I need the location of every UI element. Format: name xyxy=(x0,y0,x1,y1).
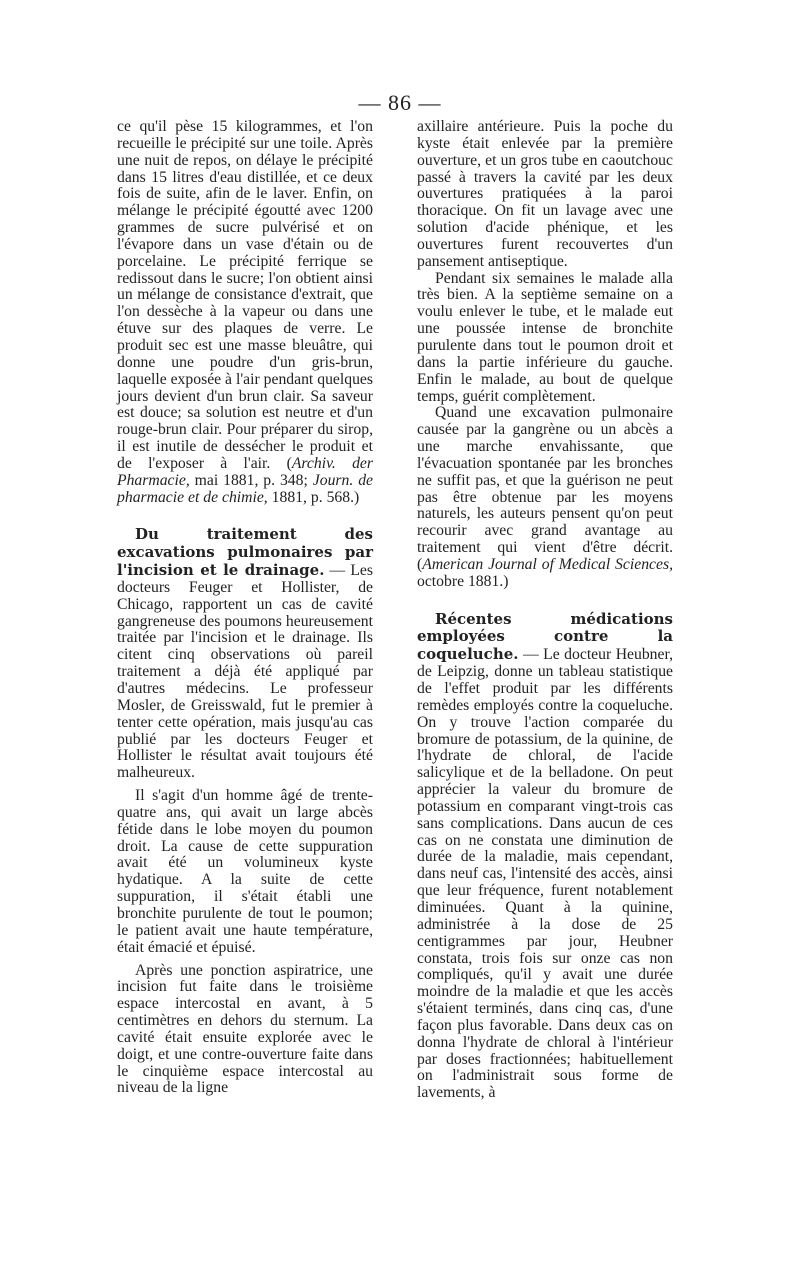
section-heading-excavations: Du traitement des excavations pulmonaires par l'incision et le drainage. xyxy=(117,525,373,580)
paragraph-continuation: axillaire antérieure. Puis la poche du kyste était enlevée par la première ouverture, et un gros tube en caoutchouc passé à travers la cavité par les deux ouvertures pratiquées à la paroi thoracique. On fit un lavage avec une solution d'acide phénique, et les ouvertures furent recouvertes d'un pansement antiseptique. xyxy=(417,118,673,270)
left-column xyxy=(117,119,373,1097)
paragraph-text: Quand une excavation pulmonaire causée par la gangrène ou un abcès a une marche envahissante, que l'évacuation spontanée par les bronches ne suffit pas, et que la guérison ne peut pas être obtenue par les moyens naturels, les auteurs pensent qu'on peut recourir avec grand avantage au traitement qui vient d'être décrit. ( xyxy=(417,404,673,573)
reference-journal: Journ. de pharmacie et de chimie, xyxy=(117,471,373,506)
paragraph-case: Il s'agit d'un homme âgé de trente-quatre ans, qui avait un large abcès fétide dans le lobe moyen du poumon droit. La cause de cette suppuration avait été un volumineux kyste hydatique. A la suite de cette suppuration, il s'était établi une bronchite purulente de tout le poumon; le patient avait une haute température, était émacié et épuisé. xyxy=(117,787,373,956)
paragraph-operation: Après une ponction aspiratrice, une incision fut faite dans le troisième espace intercostal en avant, à 5 centimètres en dehors du sternum. La cavité était ensuite explorée avec le doigt, et une contre-ouverture faite dans le cinquième espace intercostal au niveau de la ligne xyxy=(117,961,373,1097)
paragraph-excavations xyxy=(117,526,373,782)
paragraph-text: ce qu'il pèse 15 kilogrammes, et l'on recueille le précipité sur une toile. Après une nuit de repos, on délaye le précipité dans 15 litres d'eau distillée, et ce deux fois de suite, afin de le laver. Enfin, on mélange le précipité égoutté avec 1200 grammes de sucre pulvérisé et on l'évapore dans un vase d'étain ou de porcelaine. Le précipité ferrique se redissout dans le sucre; l'on obtient ainsi un mélange de consistance d'extrait, que l'on dessèche à la vapeur ou dans une étuve sur des plaques de verre. Le produit sec est une masse bleuâtre, qui donne une poudre d'un gris-brun, laquelle exposée à l'air pendant quelques jours devient d'un brun clair. Sa saveur est douce; sa solution est neutre et d'un rouge-brun clair. Pour préparer du sirop, il est inutile de dessécher le produit et de l'exposer à l'air. ( xyxy=(117,118,373,472)
paragraph-conclusion xyxy=(417,405,673,590)
right-column xyxy=(417,119,673,1102)
reference-detail: octobre 1881.) xyxy=(417,572,509,590)
section-heading-coqueluche: Récentes médications employées contre la coqueluche. xyxy=(417,609,673,664)
reference-detail: 1881, p. 568.) xyxy=(267,488,360,506)
reference-detail: mai 1881, p. 348; xyxy=(189,471,313,489)
paragraph-preparation xyxy=(117,119,373,506)
paragraph-coqueluche xyxy=(417,611,673,1102)
page-number: — 86 — xyxy=(358,90,442,115)
paragraph-text: — Le docteur Heubner, de Leipzig, donne un tableau statistique de l'effet produit par les différents remèdes employés contre la coqueluche. On y trouve l'action comparée du bromure de potassium, de la quinine, de l'hydrate de chloral, de l'acide salicylique et de la belladone. On peut apprécier la valeur du bromure de potassium en comparant vingt-trois cas sans complications. Dans aucun de ces cas on ne constata une diminution de durée de la maladie, mais cependant, dans neuf cas, l'intensité des accès, ainsi que leur fréquence, furent notablement diminuées. Quant à la quinine, administrée à la dose de 25 centigrammes par jour, Heubner constata, trois fois sur onze cas non compliqués, qu'il y avait une durée moindre de la maladie et que les accès s'étaient terminés, dans cinq cas, d'une façon plus favorable. Dans deux cas on donna l'hydrate de chloral à l'intérieur par doses fractionnées; habituellement on l'administrait sous forme de lavements, à xyxy=(417,646,673,1102)
paragraph-recovery: Pendant six semaines le malade alla très bien. A la septième semaine on a voulu enlever le tube, et le malade eut une poussée intense de bronchite purulente dans tout le poumon droit et dans la partie inférieure du gauche. Enfin le malade, au bout de quelque temps, guérit complètement. xyxy=(417,269,673,405)
paragraph-text: — Les docteurs Feuger et Hollister, de Chicago, rapportent un cas de cavité gangreneuse des poumons heureusement traitée par l'incision et le drainage. Ils citent cinq observations où pareil traitement a déjà été appliqué par d'autres médecins. Le professeur Mosler, de Greisswald, fut le premier à tenter cette opération, mais jusqu'au cas publié par les docteurs Feuger et Hollister le résultat avait toujours été malheureux. xyxy=(117,562,373,782)
reference-archiv: Archiv. der Pharmacie, xyxy=(117,454,373,489)
reference-american-journal: American Journal of Medical Sciences, xyxy=(422,555,673,573)
